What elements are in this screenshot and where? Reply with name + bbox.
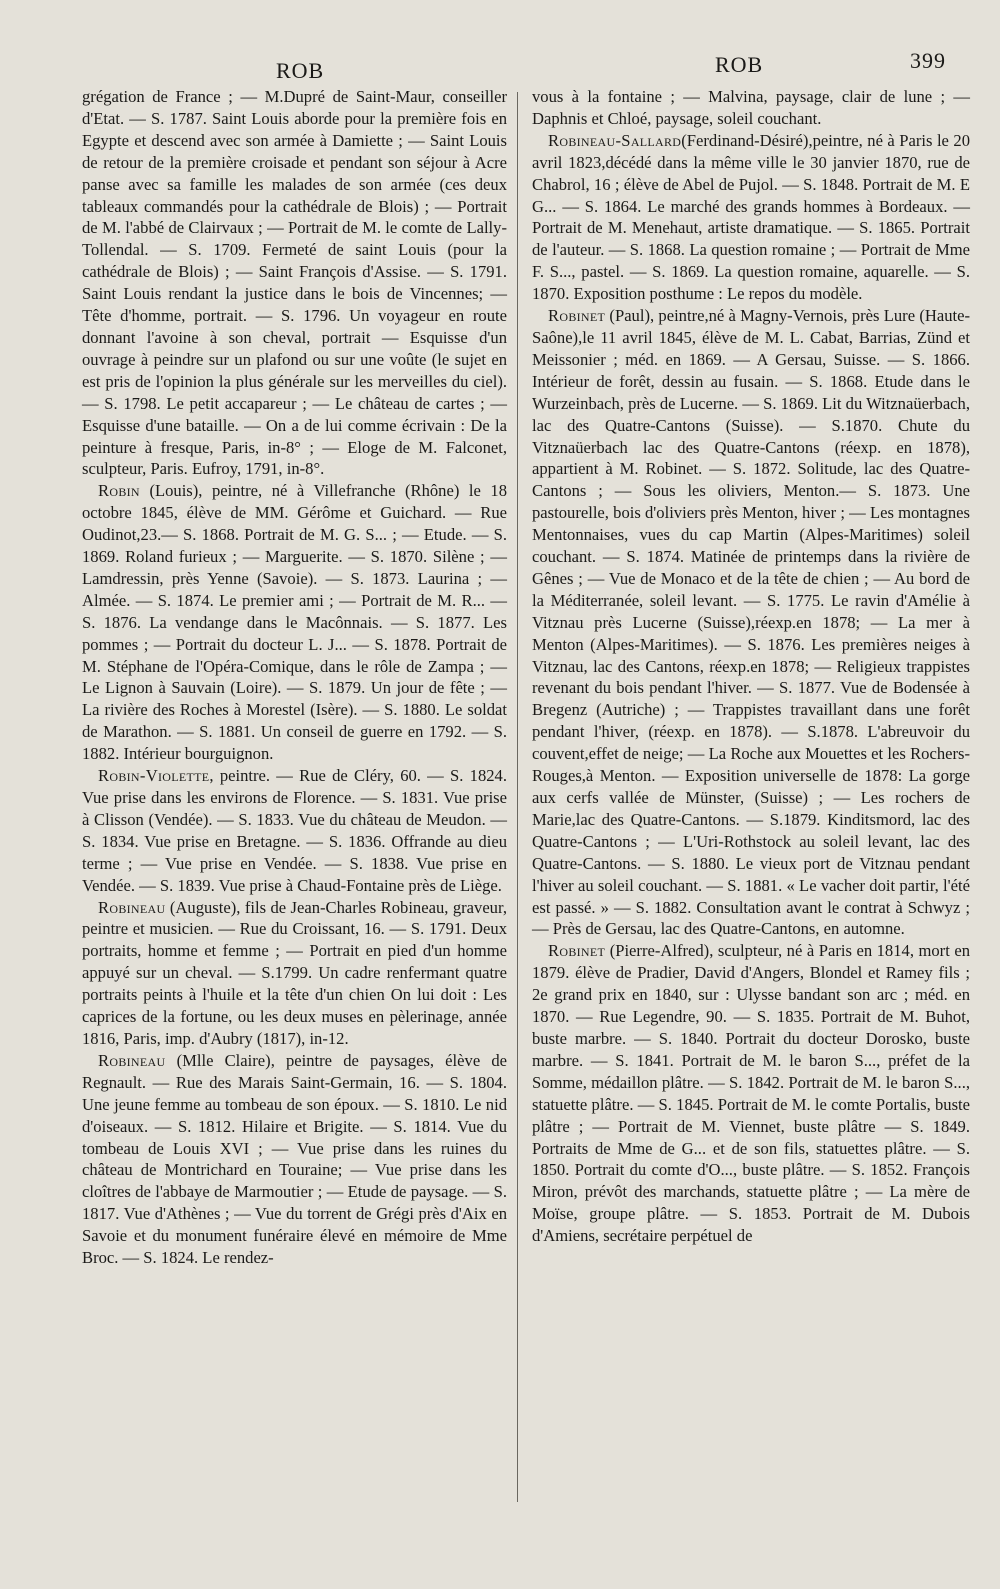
entry-text: (Auguste), fils de Jean-Charles Robineau, graveur, peintre et musicien. — Rue du Croissant, 16. — S. 1791. Deux portraits, homme et femme ; — Portrait en pied d'un homme appuyé sur un cheval. — S.1799. Un cadre renfermant quatre portraits peints à l'huile et la tête d'un chien On lui doit : Les caprices de la fortune, ou les deux muses en pèlerinage, année 1816, Paris, imp. d'Aubry (1817), in-12.	[82, 897, 507, 1048]
right-column	[532, 86, 970, 1247]
entry-text: (Paul), peintre,né à Magny-Vernois, près Lure (Haute-Saône),le 11 avril 1845, élève de M. L. Cabat, Barrias, Zünd et Meissonier ; méd. en 1869. — A Gersau, Suisse. — S. 1866. Intérieur de forêt, dessin au fusain. — S. 1868. Etude dans le Wurzeinbach, près de Lucerne. — S. 1869. Lit du Witznaüerbach, lac des Quatre-Cantons (Suisse). — S.1870. Chute du Vitznaüerbach lac des Quatre-Cantons (réexp. en 1878), appartient à M. Robinet. — S. 1872. Solitude, lac des Quatre-Cantons ; — Sous les oliviers, Menton.— S. 1873. Une pastourelle, bois d'oliviers près Menton, hiver ; — Les montagnes Mentonnaises, vues du cap Martin (Alpes-Maritimes) soleil couchant. — S. 1874. Matinée de printemps dans la rivière de Gênes ; — Vue de Monaco et de la tête de chien ; — Au bord de la Méditerranée, soleil levant. — S. 1775. Le ravin d'Amélie à Vitznau près Lucerne (Suisse),réexp.en 1878; — La mer à Menton (Alpes-Maritimes). — S. 1876. Les premières neiges à Vitznau, lac des Cantons, réexp.en 1878; — Religieux trappistes revenant du bois pendant l'hiver. — S. 1877. Vue de Bodensée à Bregenz (Autriche) ; — Trappistes travaillant dans une forêt pendant l'hiver, (réexp. en 1878). — S.1878. L'abreuvoir du couvent,effet de neige; — La Roche aux Mouettes et les Rochers-Rouges,à Menton. — Exposition universelle de 1878: La gorge aux cerfs vallée de Münster, (Suisse) ; — Les rochers de Marie,lac des Quatre-Cantons. — S.1879. Kinditsmord, lac des Quatre-Cantons ; — L'Uri-Rothstock au soleil levant, lac des Quatre-Cantons. — S. 1880. Le vieux port de Vitznau pendant l'hiver au soleil couchant. — S. 1881. « Le vacher doit partir, l'été est passé. » — S. 1882. Consultation avant le contrat à Schwyz ; — Près de Gersau, lac des Quatre-Cantons, en automne.	[532, 306, 970, 939]
running-head	[0, 50, 1000, 90]
running-head-right: ROB	[715, 52, 764, 77]
left-column	[82, 86, 507, 1269]
entry-text: (Pierre-Alfred), sculpteur, né à Paris en 1814, mort en 1879. élève de Pradier, David d'Angers, Blondel et Ramey fils ; 2e grand prix en 1840, sur : Ulysse bandant son arc ; méd. en 1870. — Rue Legendre, 90. — S. 1835. Portrait de M. Buhot, buste marbre. — S. 1840. Portrait du docteur Dorosko, buste marbre. — S. 1841. Portrait de M. le baron S..., préfet de la Somme, médaillon plâtre. — S. 1842. Portrait de M. le baron S..., statuette plâtre. — S. 1845. Portrait de M. le comte Portalis, buste plâtre ; — Portrait de M. Viennet, buste plâtre — S. 1849. Portraits de Mme de G... et de son fils, statuettes plâtre. — S. 1850. Portrait du comte d'O..., buste plâtre. — S. 1852. François Miron, prévôt des marchands, statuette plâtre ; — La mère de Moïse, groupe plâtre. — S. 1853. Portrait de M. Dubois d'Amiens, secrétaire perpétuel de	[532, 941, 970, 1246]
entry-text: (Louis), peintre, né à Villefranche (Rhône) le 18 octobre 1845, élève de MM. Gérôme et Guichard. — Rue Oudinot,23.— S. 1868. Portrait de M. G. S... ; — Etude. — S. 1869. Roland furieux ; — Marguerite. — S. 1870. Silène ; — Lamdressin, près Yenne (Savoie). — S. 1873. Laurina ; — Almée. — S. 1874. Le premier ami ; — Portrait de M. R... — S. 1876. La vendange dans le Macônnais. — S. 1877. Les pommes ; — Portrait du docteur L. J... — S. 1878. Portrait de M. Stéphane de l'Opéra-Comique, dans le rôle de Zampa ; — Le Lignon à Sauvain (Loire). — S. 1879. Un jour de fête ; — La rivière des Roches à Morestel (Isère). — S. 1880. Le soldat de Marathon. — S. 1881. Un conseil de guerre en 1792. — S. 1882. Intérieur bourguignon.	[82, 481, 507, 764]
entry-continued	[82, 86, 507, 480]
entry	[82, 480, 507, 765]
entry-text: (Mlle Claire), peintre de paysages, élève de Regnault. — Rue des Marais Saint-Germain, 16. — S. 1804. Une jeune femme au tombeau de son époux. — S. 1810. Le nid d'oiseaux. — S. 1812. Hilaire et Brigite. — S. 1814. Vue du tombeau de Louis XVI ; — Vue prise dans les ruines du château de Montrichard en Touraine; — Vue prise dans les cloîtres de l'abbaye de Marmoutier ; — Etude de paysage. — S. 1817. Vue d'Athènes ; — Vue du torrent de Grégi près d'Aix en Savoie et du monument funéraire élevé en mémoire de Mme Broc. — S. 1824. Le rendez-	[82, 1050, 507, 1268]
running-head-left: ROB	[276, 58, 325, 83]
page-number: 399	[910, 48, 946, 73]
column-divider	[517, 92, 518, 1502]
entry	[82, 897, 507, 1050]
entry	[532, 305, 970, 940]
entry-text: vous à la fontaine ; — Malvina, paysage, clair de lune ; — Daphnis et Chloé, paysage, soleil couchant.	[532, 87, 970, 128]
entry	[532, 940, 970, 1247]
entry-text: grégation de France ; — M.Dupré de Saint-Maur, conseiller d'Etat. — S. 1787. Saint Louis aborde pour la première fois en Egypte et descend avec son armée à Damiette ; — Saint Louis de retour de la première croisade et pendant son séjour à Acre panse avec sa famille les malades de son armée (ces deux tableaux commandés pour la cathédrale de Blois) ; — Portrait de M. l'abbé de Clairvaux ; — Portrait de M. le comte de Lally-Tollendal. — S. 1709. Fermeté de saint Louis (pour la cathédrale de Blois) ; — Saint François d'Assise. — S. 1791. Saint Louis rendant la justice dans le bois de Vincennes; — Tête d'homme, portrait. — S. 1796. Un voyageur en route donnant l'avoine à son cheval, portrait — Esquisse d'un ouvrage à peindre sur un plafond ou sur une voûte (le sujet en est pris de l'opinion la plus générale sur les merveilles du ciel). — S. 1798. Le petit accapareur ; — Le château de cartes ; — Esquisse d'une bataille. — On a de lui comme écrivain : De la peinture à fresque, Paris, in-8° ; — Eloge de M. Falconet, sculpteur, Paris. Eufroy, 1791, in-8°.	[82, 87, 507, 479]
entry	[82, 1050, 507, 1269]
entry-name: Robineau-Sallard	[548, 130, 682, 150]
entry-name: Robineau	[98, 897, 166, 917]
entry-name: Robineau	[98, 1050, 166, 1070]
entry-continued	[532, 86, 970, 130]
entry-text: , peintre. — Rue de Cléry, 60. — S. 1824. Vue prise dans les environs de Florence. — S. 1831. Vue prise à Clisson (Vendée). — S. 1833. Vue du château de Meudon. — S. 1834. Vue prise en Bretagne. — S. 1836. Offrande au dieu terme ; — Vue prise en Vendée. — S. 1838. Vue prise en Vendée. — S. 1839. Vue prise à Chaud-Fontaine près de Liège.	[82, 766, 507, 895]
entry	[82, 765, 507, 896]
entry	[532, 130, 970, 305]
entry-text: (Ferdinand-Désiré),peintre, né à Paris le 20 avril 1823,décédé dans la même ville le 30 janvier 1870, rue de Chabrol, 16 ; élève de Abel de Pujol. — S. 1848. Portrait de M. E G... — S. 1864. Le marché des grands hommes à Bordeaux. — Portrait de M. Menehaut, artiste dramatique. — S. 1865. Portrait de l'auteur. — S. 1868. La question romaine ; — Portrait de Mme F. S..., pastel. — S. 1869. La question romaine, aquarelle. — S. 1870. Exposition posthume : Le repos du modèle.	[532, 130, 970, 304]
entry-name: Robinet	[548, 306, 606, 326]
entry-name: Robinet	[548, 941, 606, 961]
entry-name: Robin-Violette	[98, 766, 210, 786]
entry-name: Robin	[98, 481, 140, 501]
